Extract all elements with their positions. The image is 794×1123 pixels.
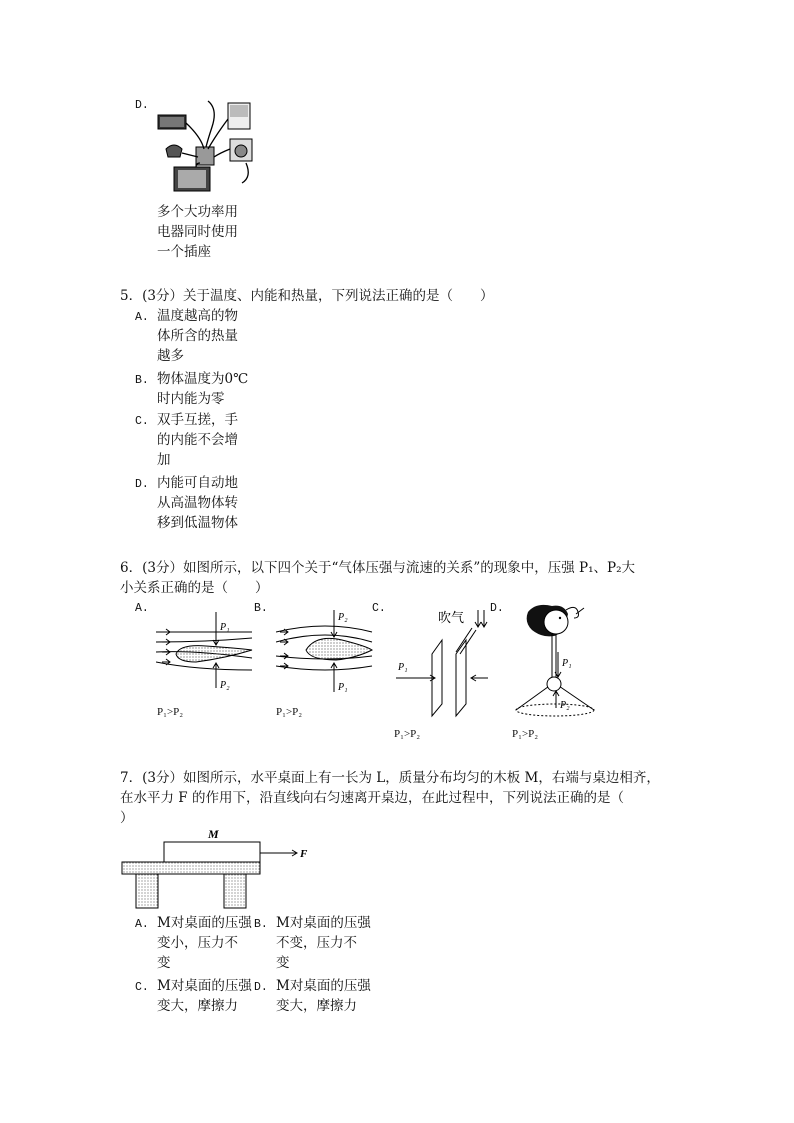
q6-fig-b-caption: P₁>P₂ <box>276 706 303 718</box>
q6-fig-d-caption: P₁>P₂ <box>512 728 539 740</box>
q7-option-b-label: B. <box>254 918 268 931</box>
p2-label: P₂ <box>220 680 230 691</box>
q4-option-d-caption <box>157 202 238 262</box>
p1-label: P₁ <box>398 662 408 673</box>
q5-option-a-label: A. <box>135 311 149 324</box>
q6-fig-d-funnel-ping-pong <box>506 600 606 722</box>
q7-option-c-text <box>157 976 252 1016</box>
q6-fig-c-two-papers-blow <box>394 604 494 722</box>
q5-option-c-label: C. <box>135 415 149 428</box>
option-line: 变大，摩擦力 <box>276 998 357 1014</box>
q6-stem-line2: 小关系正确的是（ ） <box>120 580 269 596</box>
option-line: M对桌面的压强 <box>276 978 371 994</box>
option-line: 变小，压力不 <box>157 935 238 951</box>
option-line: 变 <box>157 955 171 971</box>
q5-option-a-text <box>157 306 238 366</box>
q7-option-a-label: A. <box>135 918 149 931</box>
q7-option-b-text <box>276 913 371 973</box>
option-line: 温度越高的物 <box>157 308 238 324</box>
board-m-label: M <box>208 827 219 841</box>
q6-fig-c-label: C. <box>372 602 386 615</box>
p2-label: P₂ <box>560 700 570 711</box>
q6-fig-c-caption: P₁>P₂ <box>394 728 421 740</box>
caption-line: 多个大功率用 <box>157 204 238 220</box>
q7-stem-line3: ） <box>120 810 134 826</box>
option-line: 的内能不会增 <box>157 432 238 448</box>
q5-option-b-label: B. <box>135 374 149 387</box>
option-line: 从高温物体转 <box>157 495 238 511</box>
option-line: M对桌面的压强 <box>157 978 252 994</box>
option-line: M对桌面的压强 <box>157 915 252 931</box>
option-line: 体所含的热量 <box>157 328 238 344</box>
q7-board-on-table-figure <box>120 826 320 912</box>
q5-option-d-label: D. <box>135 478 149 491</box>
p1-label: P₁ <box>338 682 348 693</box>
p1-label: P₁ <box>562 658 572 669</box>
q6-fig-a-caption: P₁>P₂ <box>157 706 184 718</box>
caption-line: 电器同时使用 <box>157 224 238 240</box>
q5-option-c-text <box>157 410 238 470</box>
option-line: 变大，摩擦力 <box>157 998 238 1014</box>
q7-option-d-text <box>276 976 371 1016</box>
q6-stem-line1: 6．(3分）如图所示，以下四个关于“气体压强与流速的关系”的现象中，压强 P₁、P₂大 <box>120 560 636 576</box>
q6-fig-b-wing <box>276 606 376 698</box>
q6-fig-a-label: A. <box>135 602 149 615</box>
q5-option-d-text <box>157 473 238 533</box>
q7-option-c-label: C. <box>135 981 149 994</box>
option-line: 越多 <box>157 348 184 364</box>
q6-fig-d-label: D. <box>490 602 504 615</box>
p2-label: P₂ <box>338 612 348 623</box>
q5-stem: 5．(3分）关于温度、内能和热量，下列说法正确的是（ ） <box>120 288 494 304</box>
p1-label: P₁ <box>220 622 230 633</box>
q7-stem-line1: 7．(3分）如图所示，水平桌面上有一长为 L，质量分布均匀的木板 M，右端与桌边相齐， <box>120 770 660 786</box>
option-line: 移到低温物体 <box>157 515 238 531</box>
option-line: 内能可自动地 <box>157 475 238 491</box>
caption-line: 一个插座 <box>157 244 211 260</box>
q7-option-d-label: D. <box>254 981 268 994</box>
q6-fig-a-wing-upside-down <box>156 608 256 700</box>
q5-option-b-text <box>157 369 248 409</box>
option-line: M对桌面的压强 <box>276 915 371 931</box>
option-line: 时内能为零 <box>157 391 225 407</box>
option-line: 双手互搓，手 <box>157 412 238 428</box>
force-f-label: F <box>300 848 308 860</box>
q7-option-a-text <box>157 913 252 973</box>
q6-fig-b-label: B. <box>254 602 268 615</box>
appliances-on-one-socket-illustration <box>156 97 256 193</box>
q7-stem-line2: 在水平力 F 的作用下，沿直线向右匀速离开桌边，在此过程中，下列说法正确的是（ <box>120 790 624 806</box>
blow-air-label: 吹气 <box>438 610 465 625</box>
option-line: 变 <box>276 955 290 971</box>
option-line: 加 <box>157 452 171 468</box>
q4-option-d-label: D. <box>135 99 149 112</box>
option-line: 不变，压力不 <box>276 935 357 951</box>
option-line: 物体温度为0℃ <box>157 371 249 387</box>
